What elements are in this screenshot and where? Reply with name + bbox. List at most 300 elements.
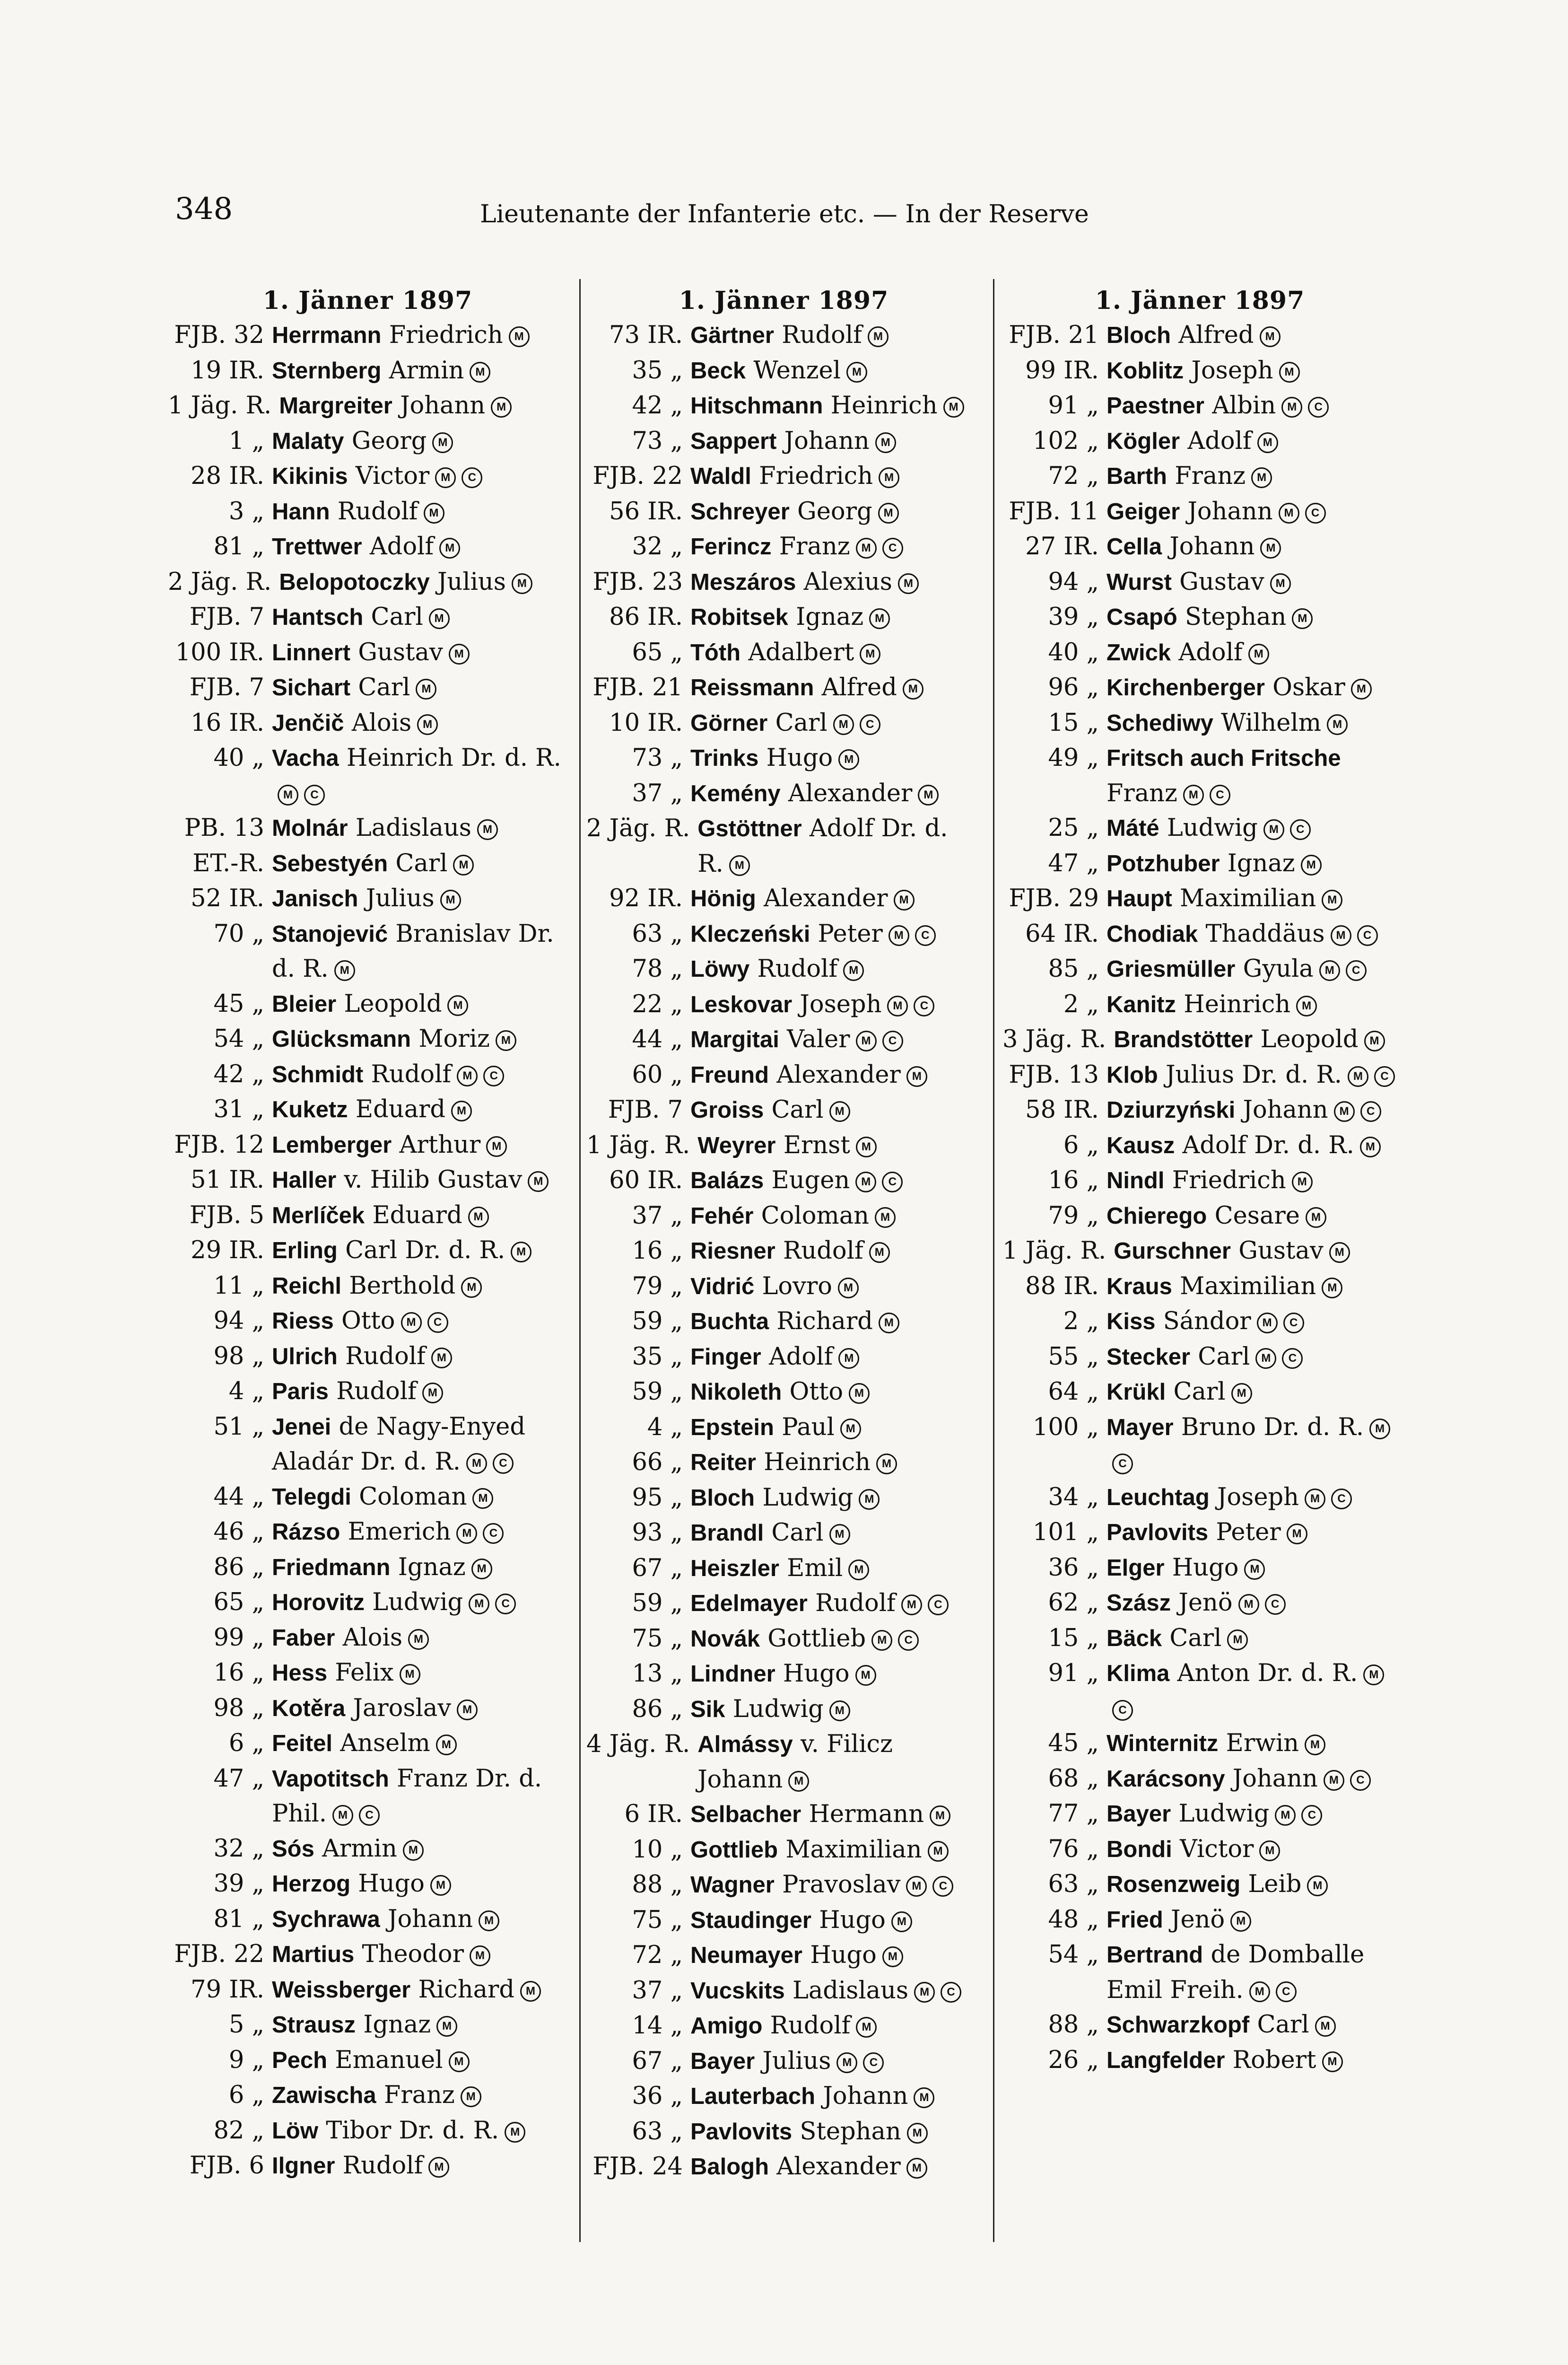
surname: Hann [272, 499, 330, 525]
officer-name [1114, 1022, 1397, 1058]
unit-designation: 44 „ [632, 1025, 683, 1053]
decoration-mark-icon: M [1301, 855, 1322, 876]
officer-name [1106, 1937, 1397, 2007]
given-name: Carl [1173, 1378, 1226, 1406]
given-name: Richard [776, 1307, 873, 1335]
given-name: Alexander [776, 1060, 901, 1089]
officer-name [272, 2043, 567, 2078]
decoration-mark-icon: M [430, 1875, 451, 1896]
given-name: Maximilian [1180, 885, 1316, 912]
roster-entry [1002, 1867, 1397, 1902]
roster-entry [586, 1692, 981, 1727]
surname: Löwy [690, 956, 750, 982]
roster-entry [168, 1057, 567, 1093]
surname: Wagner [690, 1872, 775, 1898]
unit-designation: 79 „ [632, 1272, 683, 1300]
roster-entry [168, 1022, 567, 1057]
given-name: Peter [818, 920, 883, 948]
given-name: Friedrich [1172, 1166, 1286, 1194]
given-name: Heinrich [1184, 990, 1291, 1018]
unit-designation: 2 Jäg. R. [586, 815, 690, 842]
decoration-mark-icon: M [428, 2157, 449, 2178]
decoration-mark-icon: C [1112, 1454, 1133, 1474]
officer-name [1106, 1796, 1397, 1832]
officer-name [272, 494, 567, 530]
unit-designation: 37 „ [632, 1976, 683, 2005]
officer-name [1106, 1340, 1397, 1375]
unit-designation: 56 IR. [609, 497, 683, 526]
roster-entry [1002, 1937, 1397, 2007]
roster-entry [586, 1867, 981, 1903]
officer-name [690, 1199, 981, 1234]
decoration-mark-icon: M [447, 995, 468, 1016]
surname: Finger [690, 1344, 761, 1370]
page-number: 348 [175, 192, 233, 227]
roster-entry [1002, 318, 1397, 353]
surname: Erling [272, 1238, 338, 1263]
unit-designation: 88 „ [1048, 2011, 1099, 2039]
roster-entry [1002, 1234, 1397, 1269]
decoration-mark-icon: M [431, 1348, 452, 1368]
decoration-mark-icon: M [1315, 2016, 1336, 2037]
given-name: Rudolf [757, 955, 838, 983]
given-name: Johann [400, 392, 486, 420]
given-name: Hugo [783, 1660, 850, 1688]
officer-name [272, 1550, 567, 1585]
surname: Tóth [690, 639, 741, 666]
roster-entry [1002, 1163, 1397, 1199]
unit-designation: 6 IR. [624, 1800, 683, 1828]
officer-name [690, 1692, 981, 1727]
unit-designation: 86 „ [632, 1695, 683, 1723]
decoration-mark-icon: M [930, 1805, 950, 1826]
unit-designation: FJB. 23 [592, 568, 683, 596]
officer-name [272, 1410, 567, 1480]
decoration-mark-icon: C [1360, 1101, 1381, 1122]
given-name: Julius [366, 885, 435, 912]
decoration-mark-icon: M [400, 1664, 420, 1685]
roster-entry [168, 1550, 567, 1585]
decoration-mark-icon: C [882, 1031, 903, 1051]
unit-designation: FJB. 5 [189, 1201, 264, 1229]
roster-entry [586, 1304, 981, 1340]
decoration-mark-icon: M [829, 1700, 850, 1721]
given-name: Georg [797, 497, 872, 526]
surname: Rázso [272, 1519, 340, 1545]
officer-name [272, 2113, 567, 2149]
roster-entry [1002, 2043, 1397, 2078]
column-divider [993, 279, 994, 2242]
surname: Linnert [272, 639, 351, 666]
roster-entry [168, 1374, 567, 1410]
unit-designation: 78 „ [632, 955, 683, 983]
officer-name [690, 1093, 981, 1128]
given-name: Hugo [1172, 1553, 1239, 1582]
roster-entry [168, 529, 567, 565]
given-name: Carl [771, 1519, 824, 1547]
unit-designation: 99 IR. [1025, 356, 1099, 385]
decoration-mark-icon: M [1327, 714, 1348, 735]
decoration-mark-icon: M [486, 1136, 507, 1157]
unit-designation: 6 „ [228, 1729, 264, 1757]
given-name: Carl [1198, 1342, 1250, 1371]
officer-name [690, 1234, 981, 1269]
decoration-mark-icon: M [856, 1031, 877, 1051]
roster-entry [168, 1233, 567, 1269]
decoration-mark-icon: M [424, 503, 444, 524]
officer-name [1106, 424, 1397, 459]
officer-name [272, 1480, 567, 1515]
roster-entry [1002, 1726, 1397, 1761]
given-name: de Domballe Emil Freih. [1106, 1941, 1365, 2004]
given-name: Ludwig [1178, 1800, 1270, 1828]
officer-name [1106, 1726, 1397, 1761]
given-name: Coloman [359, 1482, 467, 1511]
surname: Kleczeński [690, 921, 810, 947]
surname: Horovitz [272, 1590, 365, 1615]
unit-designation: 102 „ [1033, 427, 1099, 455]
given-name: Emerich [348, 1518, 451, 1546]
surname: Leuchtag [1106, 1484, 1210, 1510]
roster-entry [1002, 881, 1397, 917]
officer-name [272, 318, 567, 353]
officer-name [690, 318, 981, 353]
surname: Robitsek [690, 604, 788, 630]
given-name: Emanuel [335, 2046, 443, 2074]
unit-designation: 35 „ [632, 356, 683, 385]
surname: Heiszler [690, 1555, 779, 1581]
officer-name [1106, 1375, 1397, 1410]
decoration-mark-icon: C [1308, 397, 1329, 418]
decoration-mark-icon: M [882, 1946, 903, 1967]
decoration-mark-icon: M [869, 608, 890, 629]
surname: Novák [690, 1626, 760, 1652]
given-name: Adolf Dr. d. R. [697, 815, 948, 878]
surname: Schwarzkopf [1106, 2012, 1250, 2038]
officer-name [690, 2114, 981, 2150]
decoration-mark-icon: M [907, 2123, 928, 2144]
unit-designation: 19 IR. [191, 356, 264, 385]
surname: Weissberger [272, 1977, 411, 2003]
roster-entry [1002, 424, 1397, 459]
surname: Gärtner [690, 323, 775, 348]
officer-name [272, 1726, 567, 1761]
unit-designation: 95 „ [632, 1483, 683, 1512]
decoration-mark-icon: M [1305, 1734, 1325, 1755]
given-name: Carl [371, 603, 423, 631]
unit-designation: 66 „ [632, 1448, 683, 1476]
unit-designation: 65 „ [632, 638, 683, 666]
officer-name [690, 1515, 981, 1551]
given-name: Friedrich [759, 462, 873, 490]
surname: Máté [1106, 815, 1159, 841]
officer-name [1106, 1867, 1397, 1902]
unit-designation: 60 IR. [609, 1166, 683, 1194]
roster-entry [586, 1375, 981, 1410]
given-name: Franz [779, 533, 850, 561]
unit-designation: 73 „ [632, 744, 683, 772]
decoration-mark-icon: M [436, 2016, 457, 2037]
roster-entry [586, 1445, 981, 1480]
decoration-mark-icon: M [1183, 785, 1204, 806]
given-name: Otto [341, 1307, 395, 1335]
roster-entry [586, 670, 981, 706]
officer-name [1106, 353, 1397, 389]
decoration-mark-icon: M [1287, 1524, 1307, 1544]
decoration-mark-icon: M [468, 1207, 489, 1227]
unit-designation: ET.-R. [192, 849, 264, 877]
roster-entry [168, 2148, 567, 2184]
decoration-mark-icon: M [1257, 1313, 1278, 1333]
officer-name [1114, 1234, 1397, 1269]
decoration-mark-icon: M [334, 960, 355, 981]
officer-name [1106, 1410, 1397, 1480]
roster-entry [1002, 1585, 1397, 1621]
given-name: Stephan [800, 2117, 901, 2146]
officer-name [690, 1832, 981, 1868]
surname: Selbacher [690, 1802, 801, 1827]
given-name: Hugo [819, 1906, 886, 1934]
given-name: Adolf [1187, 427, 1252, 455]
officer-name [690, 952, 981, 987]
given-name: Victor [1180, 1835, 1254, 1863]
roster-entry [1002, 1832, 1397, 1867]
decoration-mark-icon: M [887, 996, 908, 1016]
surname: Merlíček [272, 1202, 365, 1228]
decoration-mark-icon: M [1351, 679, 1372, 700]
officer-name [272, 811, 567, 846]
surname: Gstöttner [697, 816, 802, 841]
roster-entry [168, 494, 567, 530]
given-name: Ludwig [372, 1588, 463, 1616]
officer-name [272, 1233, 567, 1269]
decoration-mark-icon: M [1348, 1066, 1368, 1087]
unit-designation: 1 Jäg. R. [168, 392, 272, 420]
decoration-mark-icon: M [509, 326, 530, 347]
given-name: Jaroslav [353, 1694, 452, 1722]
decoration-mark-icon: M [860, 644, 880, 665]
given-name: Ludwig [762, 1483, 854, 1512]
given-name: Franz [383, 2081, 455, 2109]
decoration-mark-icon: M [906, 2158, 927, 2179]
unit-designation: 101 „ [1033, 1518, 1099, 1546]
decoration-mark-icon: M [469, 1594, 489, 1614]
roster-entry [168, 635, 567, 671]
decoration-mark-icon: M [1319, 960, 1340, 981]
officer-name [690, 1621, 981, 1657]
surname: Waldl [690, 464, 751, 489]
officer-name [1106, 670, 1397, 706]
officer-name [1106, 1902, 1397, 1938]
decoration-mark-icon: M [833, 714, 854, 735]
given-name: Carl [771, 1096, 824, 1124]
roster-entry [586, 881, 981, 917]
surname: Rosenzweig [1106, 1872, 1241, 1897]
unit-designation: 79 IR. [191, 1975, 264, 2004]
given-name: Coloman [761, 1201, 870, 1230]
decoration-mark-icon: C [493, 1453, 514, 1474]
officer-name [1106, 952, 1397, 987]
unit-designation: 68 „ [1048, 1764, 1099, 1793]
officer-name [1106, 1832, 1397, 1867]
surname: Bertrand [1106, 1942, 1203, 1968]
surname: Sós [272, 1836, 314, 1862]
officer-name [690, 1480, 981, 1516]
unit-designation: 2 „ [1063, 990, 1099, 1018]
roster-entry [168, 353, 567, 389]
unit-designation: 52 IR. [191, 885, 264, 912]
decoration-mark-icon: M [875, 432, 896, 453]
roster-entry [168, 1163, 567, 1198]
decoration-mark-icon: M [466, 1453, 487, 1474]
unit-designation: 81 „ [213, 533, 264, 561]
given-name: Adolf [768, 1342, 833, 1371]
decoration-mark-icon: M [856, 1137, 877, 1157]
roster-entry [168, 1339, 567, 1375]
surname: Faber [272, 1625, 335, 1651]
officer-name [272, 1163, 567, 1198]
officer-name [272, 1374, 567, 1410]
given-name: Hugo [766, 744, 833, 772]
decoration-mark-icon: M [1334, 1101, 1355, 1122]
officer-name [272, 1057, 567, 1093]
decoration-mark-icon: C [304, 785, 325, 806]
unit-designation: 5 „ [228, 2011, 264, 2039]
roster-entry [586, 1656, 981, 1692]
unit-designation: 51 „ [213, 1412, 264, 1441]
decoration-mark-icon: M [432, 432, 453, 453]
given-name: Adolf [1178, 638, 1243, 666]
unit-designation: 60 „ [632, 1060, 683, 1089]
decoration-mark-icon: M [1259, 1840, 1280, 1861]
roster-entry [586, 529, 981, 565]
roster-entry [586, 811, 981, 881]
officer-name [1106, 846, 1397, 882]
officer-name [272, 1585, 567, 1620]
unit-designation: 63 „ [632, 920, 683, 948]
given-name: Rudolf [345, 1342, 426, 1370]
roster-entry [168, 600, 567, 635]
roster-entry [168, 1691, 567, 1726]
decoration-mark-icon: C [928, 1594, 949, 1615]
officer-name [272, 2007, 567, 2043]
roster-entry [1002, 1058, 1397, 1093]
unit-designation: 99 „ [213, 1623, 264, 1652]
roster-column-3 [1002, 284, 1397, 2261]
unit-designation: 63 „ [1048, 1870, 1099, 1898]
decoration-mark-icon: C [882, 538, 903, 559]
surname: Freund [690, 1062, 769, 1088]
officer-name [1106, 1269, 1397, 1305]
given-name: Ignaz [398, 1553, 466, 1581]
roster-entry [1002, 459, 1397, 494]
surname: Paestner [1106, 393, 1205, 419]
given-name: Theodor [362, 1940, 464, 1968]
roster-entry [1002, 1128, 1397, 1164]
surname: Kikinis [272, 464, 348, 489]
roster-entry [1002, 353, 1397, 389]
decoration-mark-icon: C [483, 1523, 504, 1544]
surname: Amigo [690, 2013, 763, 2039]
officer-name [690, 424, 981, 459]
given-name: v. Filicz Johann [697, 1730, 893, 1794]
decoration-mark-icon: M [429, 608, 450, 629]
surname: Molnár [272, 815, 348, 841]
surname: Hantsch [272, 604, 364, 630]
decoration-mark-icon: M [1257, 432, 1278, 453]
officer-name [272, 1339, 567, 1375]
unit-designation: 45 „ [1048, 1729, 1099, 1757]
unit-designation: FJB. 29 [1009, 885, 1099, 912]
roster-entry [586, 1903, 981, 1938]
decoration-mark-icon: M [1307, 1875, 1328, 1896]
decoration-mark-icon: C [427, 1312, 448, 1333]
given-name: Georg [351, 427, 427, 455]
roster-entry [586, 2114, 981, 2150]
officer-name [690, 1163, 981, 1199]
given-name: Johann [784, 427, 870, 455]
roster-entry [168, 1585, 567, 1620]
roster-entry [1002, 706, 1397, 741]
surname: Görner [690, 710, 768, 736]
surname: Leskovar [690, 991, 793, 1017]
roster-entry [586, 1058, 981, 1093]
decoration-mark-icon: M [849, 1383, 870, 1404]
surname: Brandstötter [1114, 1027, 1253, 1052]
unit-designation: 42 „ [632, 392, 683, 420]
surname: Zawischa [272, 2083, 376, 2108]
roster-entry [586, 1340, 981, 1375]
officer-name [1106, 1128, 1397, 1164]
officer-name [690, 2079, 981, 2114]
given-name: Franz [1175, 462, 1246, 490]
surname: Friedmann [272, 1554, 391, 1580]
surname: Bleier [272, 991, 337, 1017]
unit-designation: 58 IR. [1025, 1096, 1099, 1124]
unit-designation: FJB. 32 [174, 321, 264, 349]
surname: Trettwer [272, 534, 362, 560]
decoration-mark-icon: M [855, 1665, 876, 1686]
decoration-mark-icon: M [856, 538, 877, 559]
surname: Sebestyén [272, 850, 388, 876]
given-name: Julius [762, 2047, 831, 2075]
given-name: Joseph [800, 990, 882, 1018]
surname: Bloch [1106, 323, 1171, 348]
officer-name [690, 2008, 981, 2044]
decoration-mark-icon: M [840, 1419, 861, 1439]
given-name: Adalbert [748, 638, 854, 666]
unit-designation: 88 IR. [1025, 1272, 1099, 1300]
decoration-mark-icon: M [1279, 503, 1299, 524]
surname: Vapotitsch [272, 1766, 389, 1792]
surname: Groiss [690, 1097, 764, 1123]
given-name: Johann [1243, 1096, 1328, 1124]
roster-entry [1002, 1480, 1397, 1515]
decoration-mark-icon: M [461, 2086, 481, 2107]
decoration-mark-icon: M [729, 855, 750, 876]
given-name: Bruno Dr. d. R. [1181, 1413, 1364, 1441]
decoration-mark-icon: C [1374, 1066, 1395, 1087]
decoration-mark-icon: M [461, 1277, 482, 1298]
decoration-mark-icon: M [491, 397, 512, 418]
unit-designation: 39 „ [213, 1870, 264, 1898]
column-divider [579, 279, 581, 2242]
surname: Telegdi [272, 1484, 351, 1510]
given-name: Rudolf [783, 1237, 863, 1265]
roster-entry [168, 1620, 567, 1656]
officer-name [272, 1620, 567, 1656]
roster-entry [1002, 917, 1397, 952]
